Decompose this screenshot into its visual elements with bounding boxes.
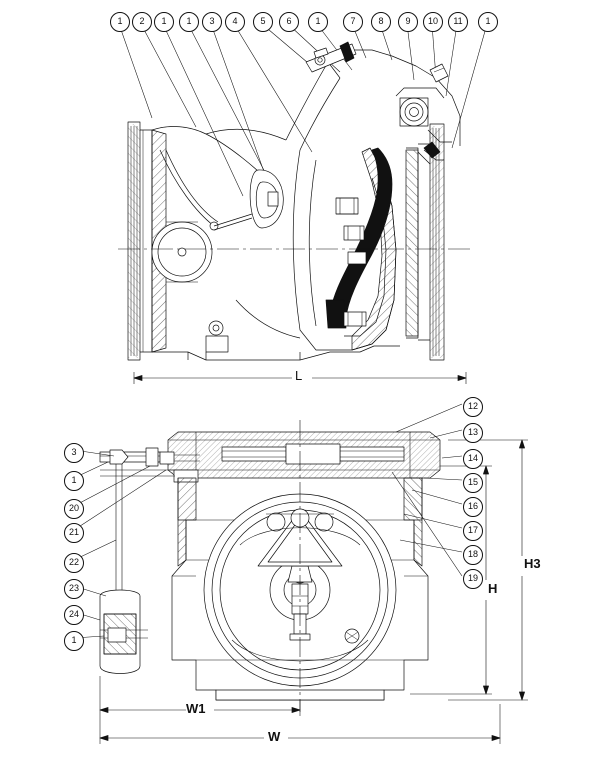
balloon-7[interactable]: 7	[343, 12, 363, 32]
balloon-19[interactable]: 19	[463, 569, 483, 589]
balloon-12[interactable]: 12	[463, 397, 483, 417]
balloon-18[interactable]: 18	[463, 545, 483, 565]
dimension-label-L: L	[295, 368, 303, 383]
balloon-1[interactable]: 1	[64, 471, 84, 491]
balloon-4[interactable]: 4	[225, 12, 245, 32]
balloon-22[interactable]: 22	[64, 553, 84, 573]
balloon-1[interactable]: 1	[478, 12, 498, 32]
balloon-13[interactable]: 13	[463, 423, 483, 443]
balloon-3[interactable]: 3	[64, 443, 84, 463]
top-view-section	[118, 24, 487, 384]
balloon-8[interactable]: 8	[371, 12, 391, 32]
balloon-20[interactable]: 20	[64, 499, 84, 519]
dimension-label-W1: W1	[186, 701, 206, 716]
balloon-21[interactable]: 21	[64, 523, 84, 543]
dimension-label-W: W	[268, 729, 281, 744]
balloon-16[interactable]: 16	[463, 497, 483, 517]
dimension-label-H: H	[488, 581, 498, 596]
balloon-2[interactable]: 2	[132, 12, 152, 32]
balloon-24[interactable]: 24	[64, 605, 84, 625]
balloon-14[interactable]: 14	[463, 449, 483, 469]
balloon-1[interactable]: 1	[154, 12, 174, 32]
balloon-1[interactable]: 1	[308, 12, 328, 32]
balloon-9[interactable]: 9	[398, 12, 418, 32]
balloon-17[interactable]: 17	[463, 521, 483, 541]
balloon-5[interactable]: 5	[253, 12, 273, 32]
balloon-15[interactable]: 15	[463, 473, 483, 493]
balloon-3[interactable]: 3	[202, 12, 222, 32]
balloon-10[interactable]: 10	[423, 12, 443, 32]
balloon-6[interactable]: 6	[279, 12, 299, 32]
dimension-label-H3: H3	[524, 556, 541, 571]
balloon-23[interactable]: 23	[64, 579, 84, 599]
balloon-1[interactable]: 1	[179, 12, 199, 32]
balloon-11[interactable]: 11	[448, 12, 468, 32]
balloon-1[interactable]: 1	[110, 12, 130, 32]
balloon-1[interactable]: 1	[64, 631, 84, 651]
bottom-view-elevation	[74, 404, 528, 744]
